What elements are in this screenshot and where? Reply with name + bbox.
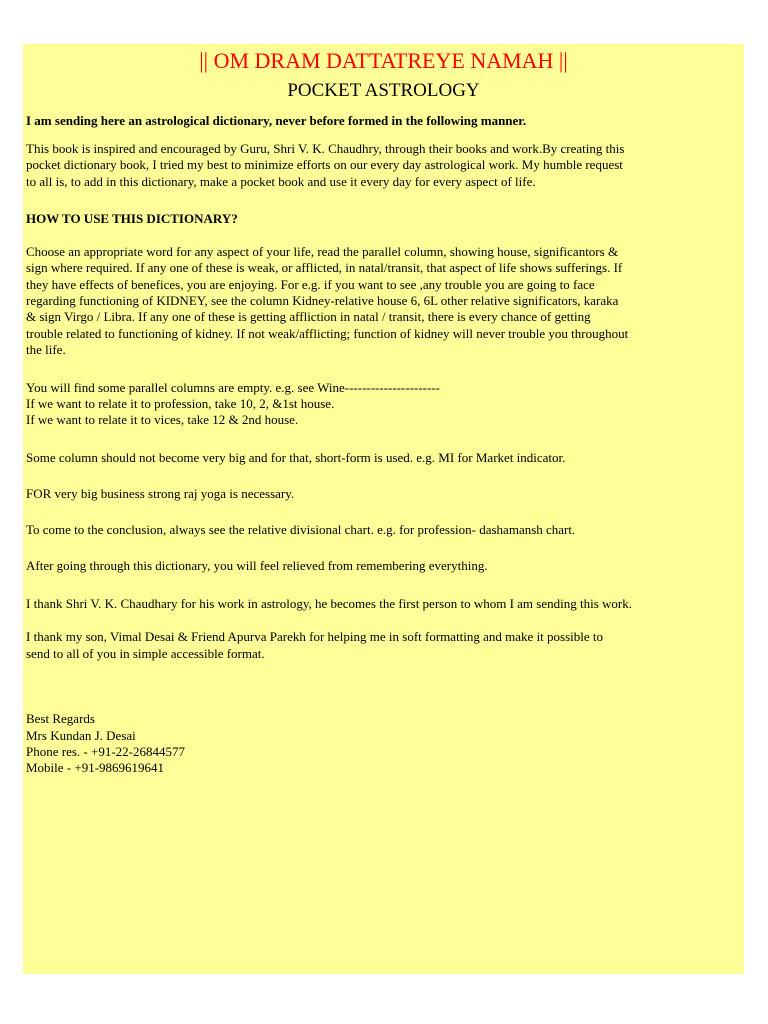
paragraph-5: FOR very big business strong raj yoga is necessary. [26, 486, 295, 501]
paragraph-6: To come to the conclusion, always see the relative divisional chart. e.g. for profession- dashamansh chart. [26, 522, 576, 537]
paragraph-9-line: send to all of you in simple accessible format. [26, 646, 265, 661]
paragraph-2-line: the life. [26, 342, 66, 357]
paragraph-2-line: regarding functioning of KIDNEY, see the column Kidney-relative house 6, 6L other relative significators, karaka [26, 293, 619, 308]
paragraph-1-line: pocket dictionary book, I tried my best to minimize efforts on our every day astrological work. My humble request [26, 157, 623, 172]
document-title: || OM DRAM DATTATREYE NAMAH || [199, 48, 568, 73]
paragraph-1-line: to all is, to add in this dictionary, make a pocket book and use it every day for every aspect of life. [26, 174, 536, 189]
paragraph-1-line: This book is inspired and encouraged by Guru, Shri V. K. Chaudhry, through their books and work.By creating this [26, 141, 625, 156]
intro-line: I am sending here an astrological dictionary, never before formed in the following manner. [26, 113, 527, 128]
signature-line: Mobile - +91-9869619641 [26, 760, 165, 775]
paragraph-2-line: Choose an appropriate word for any aspect of your life, read the parallel column, showing house, significantors & [26, 244, 619, 259]
document-subtitle: POCKET ASTROLOGY [287, 80, 480, 101]
paragraph-7: After going through this dictionary, you will feel relieved from remembering everything. [26, 558, 488, 573]
paragraph-3-line: You will find some parallel columns are empty. e.g. see Wine---------------------- [26, 380, 440, 395]
signature-line: Best Regards [26, 711, 95, 726]
paragraph-3-line: If we want to relate it to vices, take 12 & 2nd house. [26, 412, 299, 427]
paragraph-8: I thank Shri V. K. Chaudhary for his work in astrology, he becomes the first person to whom I am sending this work. [26, 596, 632, 611]
paragraph-2-line: sign where required. If any one of these is weak, or afflicted, in natal/transit, that aspect of life shows sufferings. If [26, 260, 623, 275]
paragraph-3-line: If we want to relate it to profession, take 10, 2, &1st house. [26, 396, 335, 411]
paragraph-4: Some column should not become very big and for that, short-form is used. e.g. MI for Market indicator. [26, 450, 566, 465]
section-heading: HOW TO USE THIS DICTIONARY? [26, 211, 238, 226]
document-page [23, 44, 744, 974]
paragraph-2-line: & sign Virgo / Libra. If any one of these is getting affliction in natal / transit, there is every chance of getting [26, 309, 591, 324]
paragraph-9-line: I thank my son, Vimal Desai & Friend Apurva Parekh for helping me in soft formatting and make it possible to [26, 629, 604, 644]
signature-line: Phone res. - +91-22-26844577 [26, 744, 185, 759]
paragraph-2-line: they have effects of benefices, you are enjoying. For e.g. if you want to see ,any trouble you are going to face [26, 277, 595, 292]
paragraph-2-line: trouble related to functioning of kidney. If not weak/afflicting; function of kidney will never trouble you throughout [26, 326, 629, 341]
signature-line: Mrs Kundan J. Desai [26, 728, 136, 743]
